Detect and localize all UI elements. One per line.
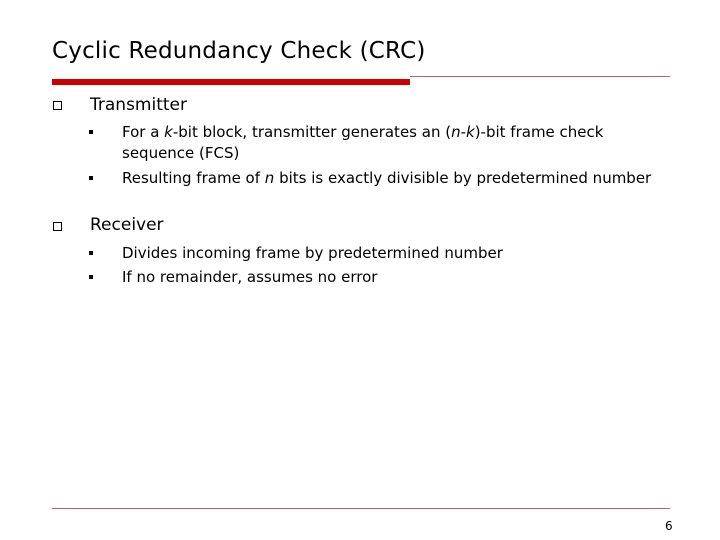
square-bullet-icon bbox=[89, 251, 93, 255]
footer-rule bbox=[52, 508, 670, 509]
slide-title: Cyclic Redundancy Check (CRC) bbox=[52, 38, 426, 64]
list-item: Resulting frame of n bits is exactly divisible by predetermined number bbox=[122, 169, 652, 187]
square-bullet-icon bbox=[89, 176, 93, 180]
hollow-square-bullet-icon bbox=[53, 101, 62, 110]
section-heading-receiver: Receiver bbox=[90, 215, 164, 235]
square-bullet-icon bbox=[89, 130, 93, 134]
title-underline-thick bbox=[52, 79, 410, 85]
square-bullet-icon bbox=[89, 275, 93, 279]
section-heading-transmitter: Transmitter bbox=[90, 95, 187, 115]
list-item: For a k-bit block, transmitter generates an (n-k)-bit frame check sequence (FCS) bbox=[122, 123, 604, 162]
title-underline-thin bbox=[410, 76, 670, 77]
hollow-square-bullet-icon bbox=[53, 222, 62, 231]
page-number: 6 bbox=[665, 519, 673, 533]
list-item: Divides incoming frame by predetermined number bbox=[122, 244, 503, 262]
list-item: If no remainder, assumes no error bbox=[122, 268, 378, 286]
